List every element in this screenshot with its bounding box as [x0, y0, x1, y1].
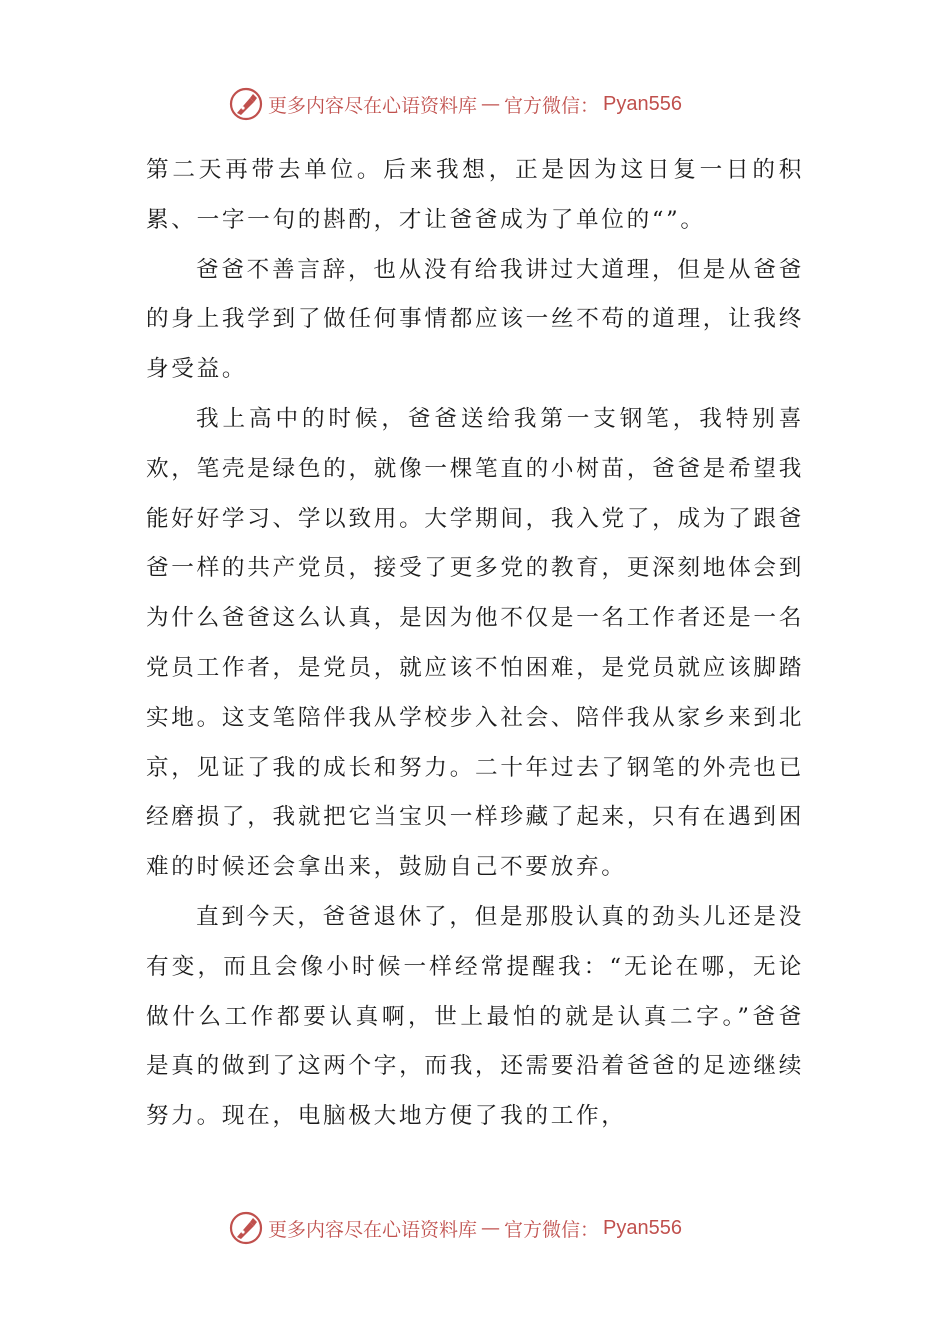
- footer-banner: [228, 1208, 682, 1248]
- footer-wechat-label: 官方微信：: [504, 1218, 600, 1241]
- header-wechat-label: 官方微信：: [504, 94, 600, 117]
- page-header: [0, 84, 950, 124]
- header-separator: —: [481, 93, 501, 115]
- header-brand-text: 更多内容尽在心语资料库: [268, 94, 478, 117]
- document-body: [146, 146, 804, 1142]
- paragraph: 我上高中的时候，爸爸送给我第一支钢笔，我特别喜欢，笔壳是绿色的，就像一棵笔直的小树苗，爸爸是希望我能好好学习、学以致用。大学期间，我入党了，成为了跟爸爸一样的共产党员，接受了更多党的教育，更深刻地体会到为什么爸爸这么认真，是因为他不仅是一名工作者还是一名党员工作者，是党员，就应该不怕困难，是党员就应该脚踏实地。这支笔陪伴我从学校步入社会、陪伴我从家乡来到北京，见证了我的成长和努力。二十年过去了钢笔的外壳也已经磨损了，我就把它当宝贝一样珍藏了起来，只有在遇到困难的时候还会拿出来，鼓励自己不要放弃。: [146, 405, 804, 881]
- footer-brand-text: 更多内容尽在心语资料库: [268, 1218, 478, 1241]
- header-wechat-id: Pyan556: [603, 92, 682, 115]
- paragraph: 直到今天，爸爸退休了，但是那股认真的劲头儿还是没有变，而且会像小时候一样经常提醒我：“无论在哪，无论做什么工作都要认真啊，世上最怕的就是认真二字。”爸爸是真的做到了这两个字，而我，还需要沿着爸爸的足迹继续努力。现在，电脑极大地方便了我的工作，: [146, 903, 804, 1130]
- header-banner: [228, 84, 682, 124]
- pen-nib-logo-icon: [228, 1210, 264, 1246]
- pen-nib-logo-icon: [228, 86, 264, 122]
- page-footer: [0, 1208, 950, 1248]
- footer-separator: —: [481, 1217, 501, 1239]
- paragraph: 爸爸不善言辞，也从没有给我讲过大道理，但是从爸爸的身上我学到了做任何事情都应该一丝不苟的道理，让我终身受益。: [146, 256, 804, 383]
- paragraph-continuation: 第二天再带去单位。后来我想，正是因为这日复一日的积累、一字一句的斟酌，才让爸爸成为了单位的“”。: [146, 157, 804, 233]
- footer-wechat-id: Pyan556: [603, 1216, 682, 1239]
